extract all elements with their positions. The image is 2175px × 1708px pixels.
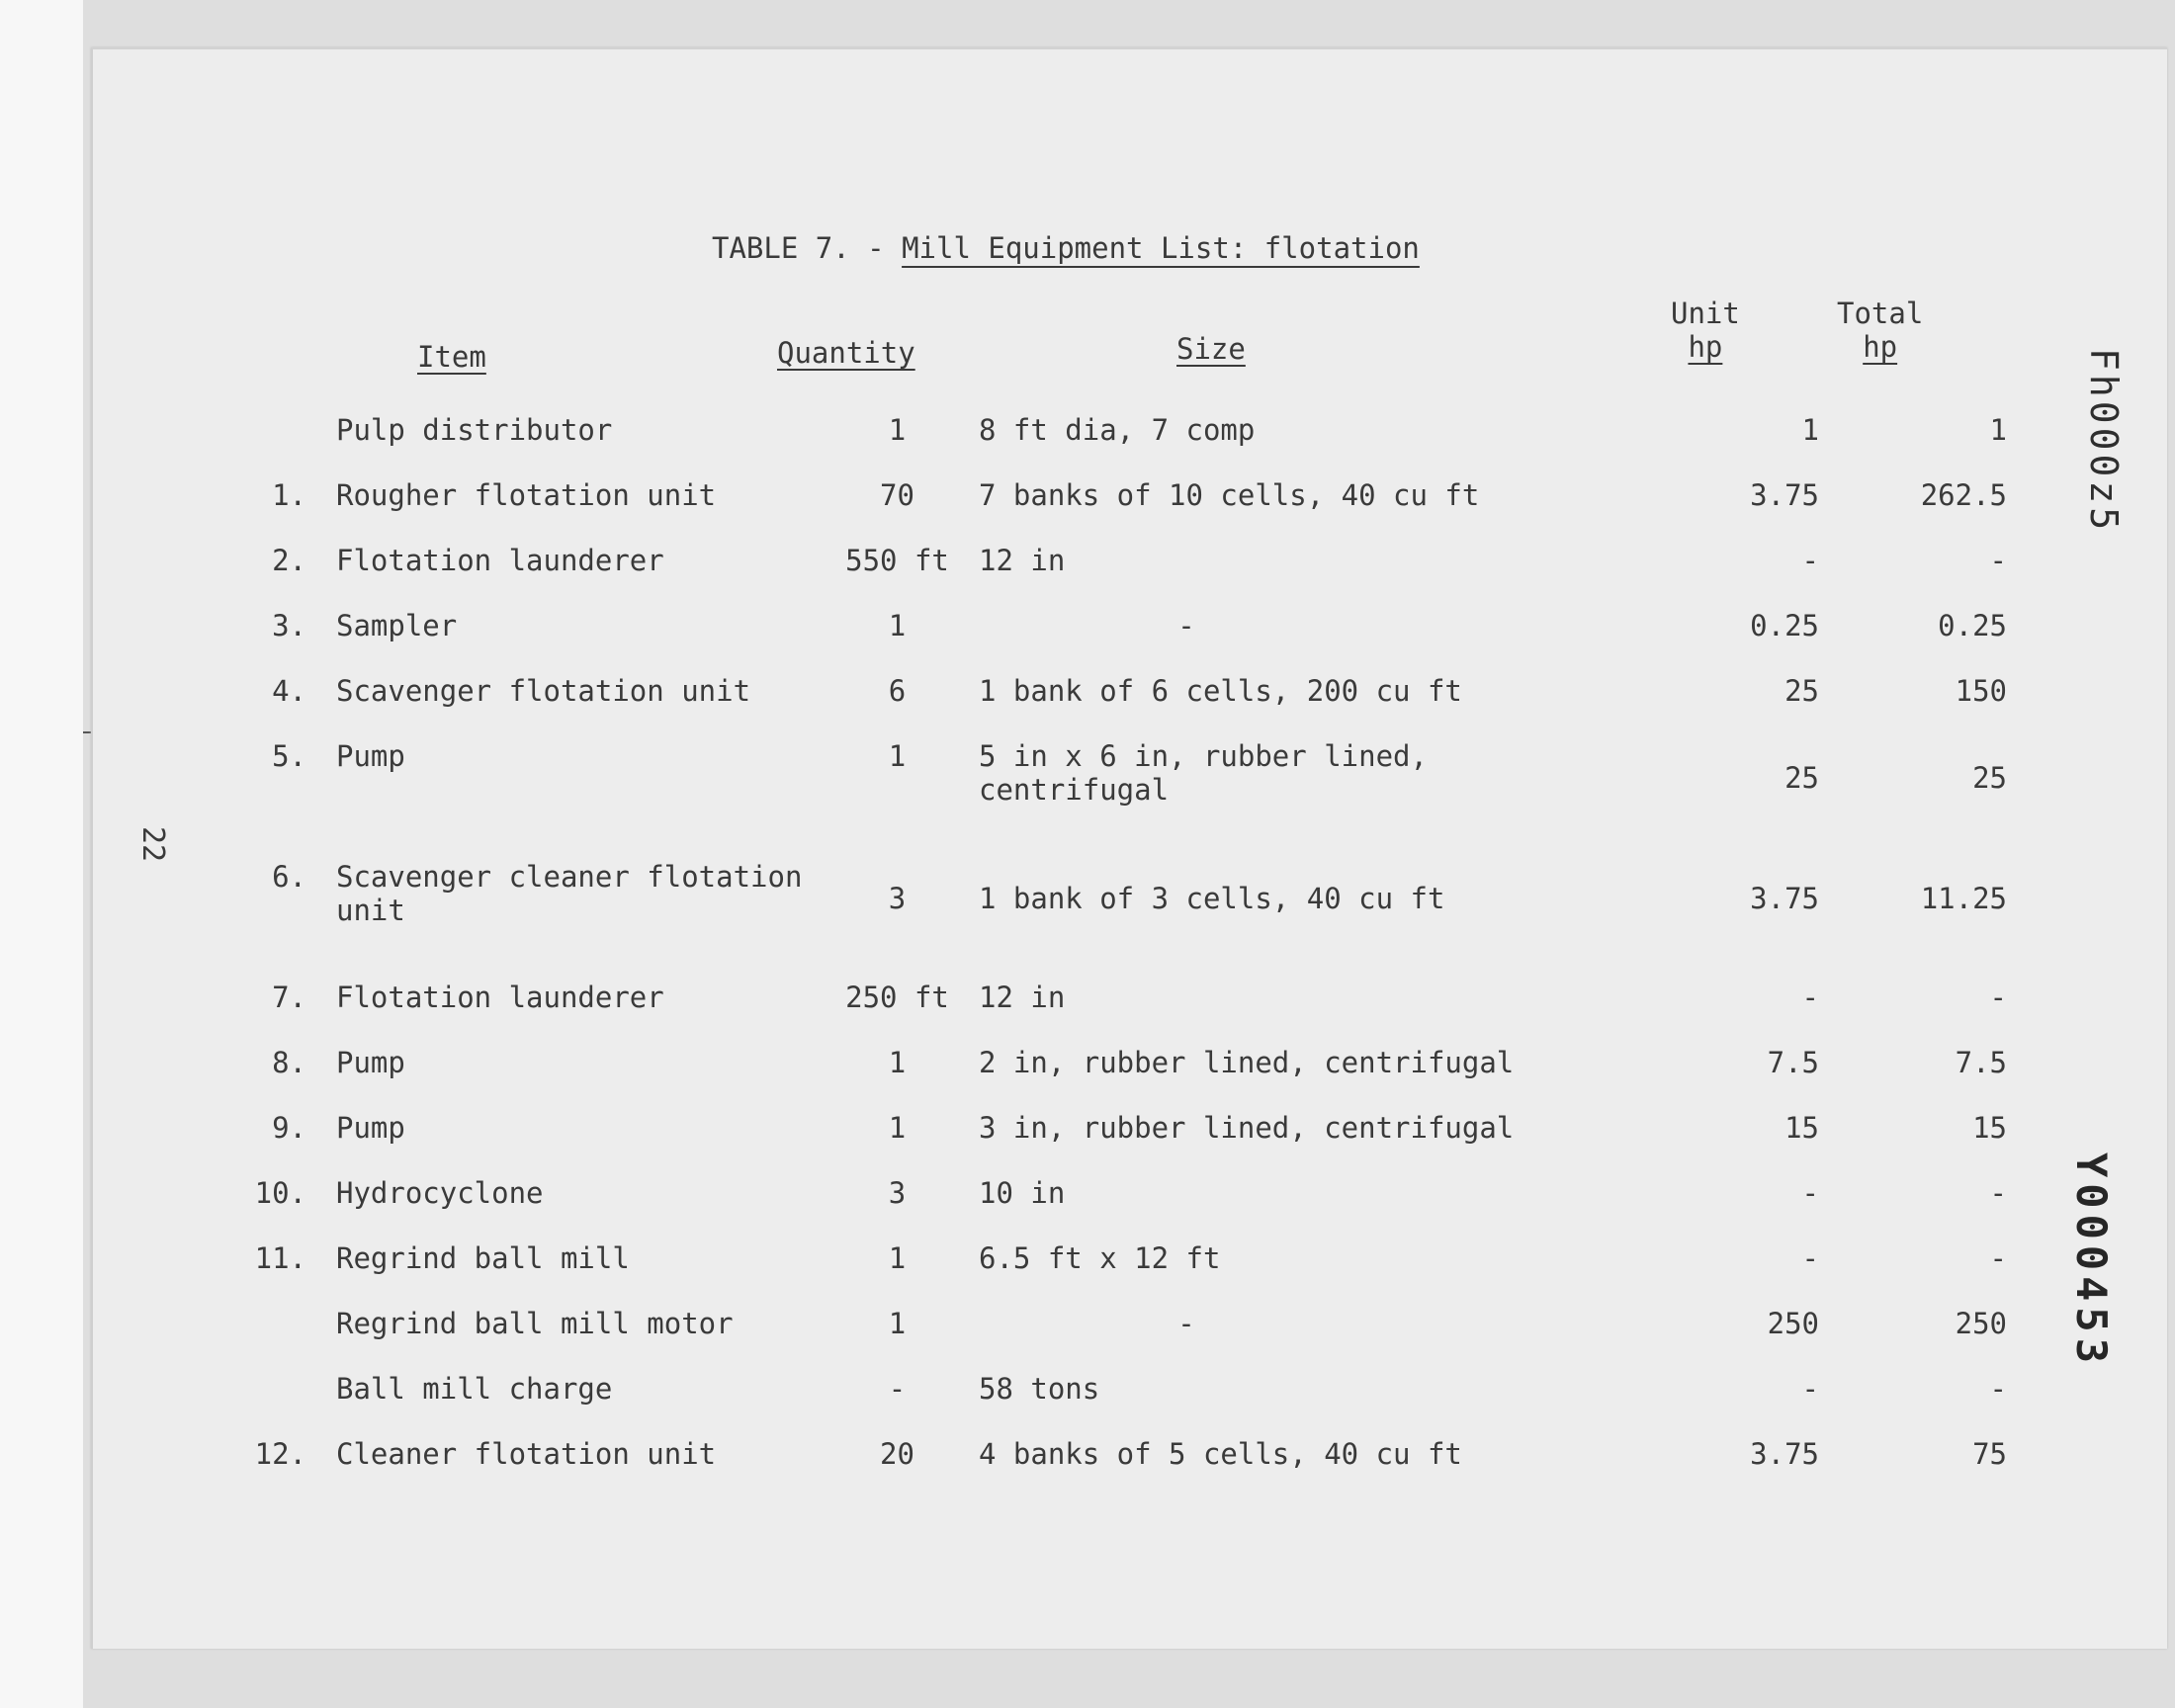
row-unit-hp: 15 bbox=[1784, 1111, 1819, 1145]
header-quantity-label: Quantity bbox=[777, 336, 915, 370]
row-number: 9. bbox=[272, 1111, 306, 1145]
row-total-hp: 75 bbox=[1972, 1437, 2007, 1471]
row-size: 1 bank of 6 cells, 200 cu ft bbox=[979, 674, 1462, 708]
table-row bbox=[237, 739, 2007, 860]
header-unit-hp-line2: hp bbox=[1688, 330, 1723, 364]
row-size: 2 in, rubber lined, centrifugal bbox=[979, 1046, 1515, 1079]
row-number: 5. bbox=[272, 739, 306, 773]
row-quantity: 550 ft bbox=[845, 544, 949, 577]
row-item: Pulp distributor bbox=[336, 413, 613, 447]
row-unit-hp: - bbox=[1801, 544, 1819, 577]
table-row bbox=[237, 1437, 2007, 1502]
table-row bbox=[237, 674, 2007, 739]
row-number: 6. bbox=[272, 860, 306, 894]
table-row bbox=[237, 1307, 2007, 1372]
table-title bbox=[712, 231, 1420, 265]
row-total-hp: 0.25 bbox=[1938, 609, 2007, 642]
row-size: 6.5 ft x 12 ft bbox=[979, 1241, 1221, 1275]
row-number: 7. bbox=[272, 981, 306, 1014]
equipment-table-body bbox=[237, 413, 2007, 1502]
row-total-hp: 262.5 bbox=[1920, 478, 2007, 512]
row-item: Sampler bbox=[336, 609, 458, 642]
row-unit-hp: - bbox=[1801, 981, 1819, 1014]
header-total-hp-line1: Total bbox=[1837, 297, 1924, 330]
row-total-hp: 1 bbox=[1989, 413, 2007, 447]
row-item: Pump bbox=[336, 1046, 405, 1079]
row-size: 58 tons bbox=[979, 1372, 1100, 1406]
row-total-hp: - bbox=[1989, 981, 2007, 1014]
header-unit-hp bbox=[1671, 297, 1740, 364]
row-quantity: 1 bbox=[888, 1307, 907, 1340]
row-total-hp: - bbox=[1989, 544, 2007, 577]
row-quantity: 6 bbox=[888, 674, 907, 708]
row-quantity: 1 bbox=[888, 413, 907, 447]
row-size: 4 banks of 5 cells, 40 cu ft bbox=[979, 1437, 1462, 1471]
row-item: Rougher flotation unit bbox=[336, 478, 717, 512]
row-number: 2. bbox=[272, 544, 306, 577]
row-size: 12 in bbox=[979, 981, 1066, 1014]
row-total-hp: 150 bbox=[1955, 674, 2007, 708]
row-unit-hp: - bbox=[1801, 1176, 1819, 1210]
row-quantity: 3 bbox=[888, 1176, 907, 1210]
scan-margin bbox=[0, 0, 83, 1708]
row-total-hp: 25 bbox=[1972, 761, 2007, 795]
table-row bbox=[237, 860, 2007, 981]
header-item bbox=[417, 340, 486, 374]
table-title-prefix: TABLE 7. - bbox=[712, 231, 885, 265]
row-quantity: - bbox=[888, 1372, 907, 1406]
row-item: Regrind ball mill bbox=[336, 1241, 630, 1275]
row-total-hp: - bbox=[1989, 1241, 2007, 1275]
row-total-hp: 250 bbox=[1955, 1307, 2007, 1340]
row-unit-hp: 3.75 bbox=[1750, 882, 1819, 915]
row-quantity: 1 bbox=[888, 609, 907, 642]
header-total-hp-line2: hp bbox=[1863, 330, 1898, 364]
table-row bbox=[237, 1046, 2007, 1111]
header-size bbox=[1176, 332, 1246, 366]
row-quantity: 3 bbox=[888, 882, 907, 915]
row-size: 3 in, rubber lined, centrifugal bbox=[979, 1111, 1515, 1145]
row-item: Flotation launderer bbox=[336, 544, 664, 577]
row-total-hp: - bbox=[1989, 1176, 2007, 1210]
row-quantity: 20 bbox=[880, 1437, 914, 1471]
table-row bbox=[237, 609, 2007, 674]
row-number bbox=[237, 1307, 336, 1372]
table-row bbox=[237, 981, 2007, 1046]
row-item: Ball mill charge bbox=[336, 1372, 613, 1406]
row-unit-hp: - bbox=[1801, 1241, 1819, 1275]
row-unit-hp: 250 bbox=[1767, 1307, 1819, 1340]
row-number bbox=[237, 413, 336, 478]
row-item: Regrind ball mill motor bbox=[336, 1307, 734, 1340]
row-item: Hydrocyclone bbox=[336, 1176, 544, 1210]
table-row bbox=[237, 544, 2007, 609]
row-unit-hp: 7.5 bbox=[1767, 1046, 1819, 1079]
equipment-table bbox=[237, 413, 2007, 1502]
header-total-hp bbox=[1837, 297, 1923, 364]
row-quantity: 1 bbox=[888, 1241, 907, 1275]
table-row bbox=[237, 1111, 2007, 1176]
row-unit-hp: 3.75 bbox=[1750, 478, 1819, 512]
row-item: Scavenger cleaner flotation unit bbox=[336, 860, 803, 927]
row-item: Pump bbox=[336, 739, 405, 773]
row-item: Cleaner flotation unit bbox=[336, 1437, 717, 1471]
row-quantity: 1 bbox=[888, 1111, 907, 1145]
row-size: 8 ft dia, 7 comp bbox=[979, 413, 1256, 447]
row-quantity: 1 bbox=[888, 739, 907, 773]
document-stamp-top: Fh000z5 bbox=[2082, 348, 2126, 535]
row-number: 12. bbox=[254, 1437, 306, 1471]
row-item: Flotation launderer bbox=[336, 981, 664, 1014]
row-unit-hp: 3.75 bbox=[1750, 1437, 1819, 1471]
row-quantity: 250 ft bbox=[845, 981, 949, 1014]
row-number bbox=[237, 1372, 336, 1437]
row-size: 7 banks of 10 cells, 40 cu ft bbox=[979, 478, 1480, 512]
row-number: 10. bbox=[254, 1176, 306, 1210]
row-number: 3. bbox=[272, 609, 306, 642]
row-total-hp: - bbox=[1989, 1372, 2007, 1406]
table-row bbox=[237, 1241, 2007, 1307]
row-number: 11. bbox=[254, 1241, 306, 1275]
table-row bbox=[237, 1372, 2007, 1437]
header-item-label: Item bbox=[417, 340, 486, 374]
row-unit-hp: 1 bbox=[1801, 413, 1819, 447]
row-quantity: 70 bbox=[880, 478, 914, 512]
row-size: 5 in x 6 in, rubber lined, centrifugal bbox=[979, 739, 1428, 807]
table-row bbox=[237, 1176, 2007, 1241]
row-total-hp: 11.25 bbox=[1920, 882, 2007, 915]
row-unit-hp: 25 bbox=[1784, 674, 1819, 708]
row-number: 4. bbox=[272, 674, 306, 708]
row-size: 10 in bbox=[979, 1176, 1066, 1210]
table-row bbox=[237, 413, 2007, 478]
row-size: - bbox=[1177, 609, 1195, 642]
row-size: 1 bank of 3 cells, 40 cu ft bbox=[979, 882, 1445, 915]
page-number: 22 bbox=[135, 826, 170, 863]
row-total-hp: 7.5 bbox=[1955, 1046, 2007, 1079]
row-item: Scavenger flotation unit bbox=[336, 674, 751, 708]
row-number: 1. bbox=[272, 478, 306, 512]
row-number: 8. bbox=[272, 1046, 306, 1079]
table-row bbox=[237, 478, 2007, 544]
row-quantity: 1 bbox=[888, 1046, 907, 1079]
row-unit-hp: 25 bbox=[1784, 761, 1819, 795]
row-size: 12 in bbox=[979, 544, 1066, 577]
document-stamp-bottom: Y000453 bbox=[2067, 1153, 2116, 1370]
row-unit-hp: 0.25 bbox=[1750, 609, 1819, 642]
header-size-label: Size bbox=[1176, 332, 1246, 366]
table-title-underlined: Mill Equipment List: flotation bbox=[902, 231, 1420, 265]
row-unit-hp: - bbox=[1801, 1372, 1819, 1406]
row-total-hp: 15 bbox=[1972, 1111, 2007, 1145]
header-unit-hp-line1: Unit bbox=[1671, 297, 1740, 330]
row-size: - bbox=[1177, 1307, 1195, 1340]
row-item: Pump bbox=[336, 1111, 405, 1145]
header-quantity bbox=[777, 336, 915, 370]
